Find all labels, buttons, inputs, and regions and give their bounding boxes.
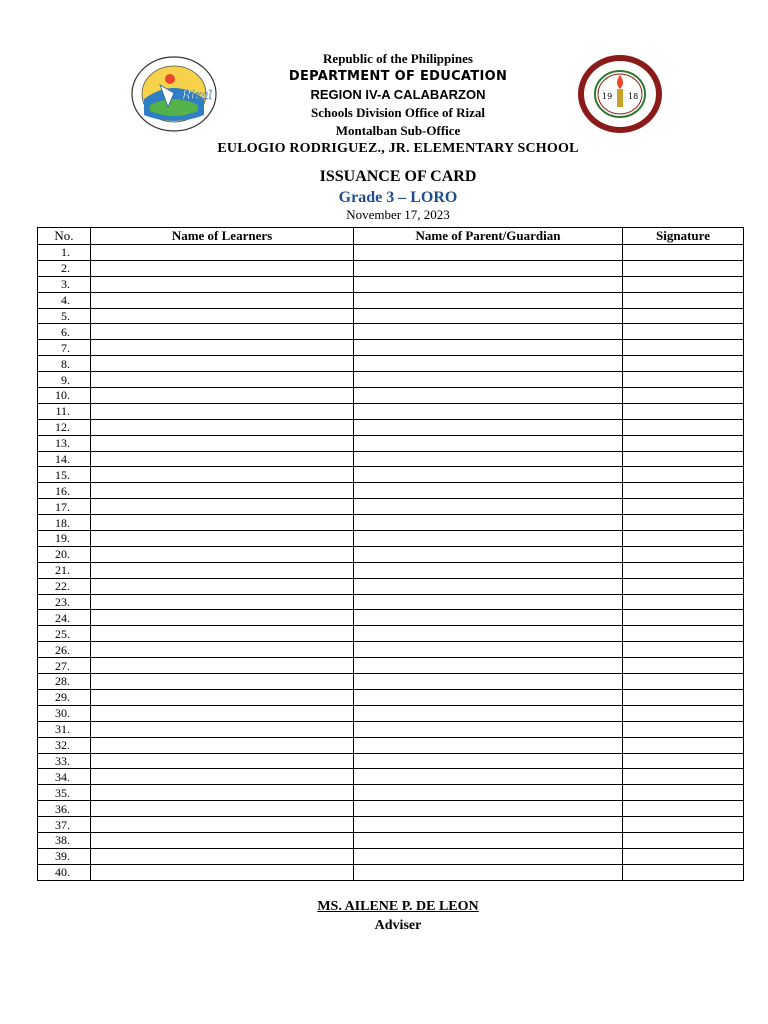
row-number: 7. [38,340,91,356]
table-row [38,785,744,801]
signature-cell[interactable] [623,546,744,562]
learner-name-cell[interactable] [91,419,354,435]
learner-name-cell[interactable] [91,769,354,785]
letterhead [0,50,768,158]
parent-name-cell[interactable] [354,388,623,404]
row-number: 23. [38,594,91,610]
signature-cell[interactable] [623,737,744,753]
table-row [38,817,744,833]
table-row [38,419,744,435]
parent-name-cell[interactable] [354,531,623,547]
signature-cell[interactable] [623,864,744,880]
row-number: 37. [38,817,91,833]
parent-name-cell[interactable] [354,467,623,483]
parent-name-cell[interactable] [354,769,623,785]
parent-name-cell[interactable] [354,753,623,769]
learner-name-cell[interactable] [91,260,354,276]
document-title: ISSUANCE OF CARD [319,168,477,185]
signature-cell[interactable] [623,403,744,419]
parent-name-cell[interactable] [354,245,623,261]
table-row [38,753,744,769]
table-row [38,372,744,388]
row-number: 18. [38,515,91,531]
row-number: 21. [38,562,91,578]
table-row [38,467,744,483]
row-number: 3. [38,276,91,292]
adviser-name: MS. AILENE P. DE LEON [317,899,479,914]
signature-cell[interactable] [623,419,744,435]
parent-name-cell[interactable] [354,642,623,658]
signature-cell[interactable] [623,610,744,626]
parent-name-cell[interactable] [354,737,623,753]
learner-name-cell[interactable] [91,658,354,674]
signature-cell[interactable] [623,705,744,721]
parent-name-cell[interactable] [354,276,623,292]
row-number: 2. [38,260,91,276]
parent-name-cell[interactable] [354,260,623,276]
signature-cell[interactable] [623,499,744,515]
signature-cell[interactable] [623,451,744,467]
signature-cell[interactable] [623,467,744,483]
learner-name-cell[interactable] [91,785,354,801]
signature-cell[interactable] [623,658,744,674]
row-number: 36. [38,801,91,817]
table-row [38,276,744,292]
parent-name-cell[interactable] [354,610,623,626]
learner-name-cell[interactable] [91,832,354,848]
table-row [38,515,744,531]
table-row [38,848,744,864]
row-number: 31. [38,721,91,737]
row-number: 40. [38,864,91,880]
signature-cell[interactable] [623,483,744,499]
parent-name-cell[interactable] [354,674,623,690]
signature-cell[interactable] [623,817,744,833]
parent-name-cell[interactable] [354,308,623,324]
row-number: 9. [38,372,91,388]
signature-cell[interactable] [623,562,744,578]
signature-cell[interactable] [623,292,744,308]
document-date: November 17, 2023 [346,207,450,222]
table-row [38,245,744,261]
parent-name-cell[interactable] [354,594,623,610]
issuance-table [37,227,744,881]
signature-cell[interactable] [623,356,744,372]
table-row [38,546,744,562]
parent-name-cell[interactable] [354,817,623,833]
republic-line: Republic of the Philippines [323,51,473,66]
table-row [38,594,744,610]
parent-name-cell[interactable] [354,562,623,578]
signature-cell[interactable] [623,769,744,785]
table-row [38,324,744,340]
signature-cell[interactable] [623,324,744,340]
learner-name-cell[interactable] [91,817,354,833]
learner-name-cell[interactable] [91,562,354,578]
row-number: 22. [38,578,91,594]
learner-name-cell[interactable] [91,356,354,372]
table-header-row [38,228,744,245]
row-number: 19. [38,531,91,547]
learner-name-cell[interactable] [91,324,354,340]
parent-name-cell[interactable] [354,626,623,642]
table-row [38,721,744,737]
table-row [38,403,744,419]
learner-name-cell[interactable] [91,531,354,547]
table-row [38,435,744,451]
table-row [38,578,744,594]
learner-name-cell[interactable] [91,594,354,610]
learner-name-cell[interactable] [91,276,354,292]
table-row [38,658,744,674]
learner-name-cell[interactable] [91,689,354,705]
sub-office-line: Montalban Sub-Office [335,123,461,138]
table-row [38,769,744,785]
parent-name-cell[interactable] [354,340,623,356]
learner-name-cell[interactable] [91,801,354,817]
signature-cell[interactable] [623,642,744,658]
table-row [38,356,744,372]
row-number: 13. [38,435,91,451]
row-number: 10. [38,388,91,404]
learner-name-cell[interactable] [91,435,354,451]
row-number: 33. [38,753,91,769]
row-number: 1. [38,245,91,261]
header-learners: Name of Learners [91,228,354,245]
seal-year-left: 19 [602,92,613,101]
table-row [38,801,744,817]
learner-name-cell[interactable] [91,848,354,864]
parent-name-cell[interactable] [354,785,623,801]
parent-name-cell[interactable] [354,848,623,864]
signature-cell[interactable] [623,531,744,547]
row-number: 6. [38,324,91,340]
learner-name-cell[interactable] [91,864,354,880]
row-number: 26. [38,642,91,658]
row-number: 5. [38,308,91,324]
table-row [38,531,744,547]
learner-name-cell[interactable] [91,515,354,531]
row-number: 17. [38,499,91,515]
signature-cell[interactable] [623,276,744,292]
learner-name-cell[interactable] [91,403,354,419]
parent-name-cell[interactable] [354,721,623,737]
parent-name-cell[interactable] [354,292,623,308]
signature-cell[interactable] [623,785,744,801]
seal-year-right: 18 [628,92,639,101]
signature-cell[interactable] [623,848,744,864]
row-number: 15. [38,467,91,483]
row-number: 8. [38,356,91,372]
row-number: 28. [38,674,91,690]
learner-name-cell[interactable] [91,340,354,356]
parent-name-cell[interactable] [354,658,623,674]
signature-cell[interactable] [623,245,744,261]
parent-name-cell[interactable] [354,515,623,531]
header-signature: Signature [623,228,744,245]
adviser-role: Adviser [374,918,422,933]
learner-name-cell[interactable] [91,705,354,721]
learner-name-cell[interactable] [91,483,354,499]
row-number: 20. [38,546,91,562]
parent-name-cell[interactable] [354,801,623,817]
table-row [38,292,744,308]
signature-cell[interactable] [623,260,744,276]
school-name: EULOGIO RODRIGUEZ., JR. ELEMENTARY SCHOOL [217,141,579,156]
table-row [38,562,744,578]
learner-name-cell[interactable] [91,388,354,404]
signature-cell[interactable] [623,689,744,705]
table-row [38,689,744,705]
signature-cell[interactable] [623,626,744,642]
table-row [38,340,744,356]
table-row [38,737,744,753]
signature-cell[interactable] [623,753,744,769]
learner-name-cell[interactable] [91,451,354,467]
row-number: 4. [38,292,91,308]
department-line: DEPARTMENT OF EDUCATION [288,69,508,84]
row-number: 12. [38,419,91,435]
learner-name-cell[interactable] [91,737,354,753]
grade-section: Grade 3 – LORO [338,189,458,206]
signature-cell[interactable] [623,801,744,817]
parent-name-cell[interactable] [354,483,623,499]
signature-cell[interactable] [623,578,744,594]
parent-name-cell[interactable] [354,864,623,880]
parent-name-cell[interactable] [354,499,623,515]
row-number: 24. [38,610,91,626]
signature-cell[interactable] [623,308,744,324]
signature-cell[interactable] [623,674,744,690]
table-row [38,483,744,499]
parent-name-cell[interactable] [354,705,623,721]
table-row [38,451,744,467]
learner-name-cell[interactable] [91,721,354,737]
table-row [38,499,744,515]
table-row [38,705,744,721]
signature-cell[interactable] [623,388,744,404]
parent-name-cell[interactable] [354,689,623,705]
learner-name-cell[interactable] [91,753,354,769]
row-number: 16. [38,483,91,499]
signature-cell[interactable] [623,435,744,451]
learner-name-cell[interactable] [91,308,354,324]
learner-name-cell[interactable] [91,642,354,658]
parent-name-cell[interactable] [354,324,623,340]
parent-name-cell[interactable] [354,356,623,372]
row-number: 29. [38,689,91,705]
signature-cell[interactable] [623,340,744,356]
learner-name-cell[interactable] [91,578,354,594]
parent-name-cell[interactable] [354,546,623,562]
learner-name-cell[interactable] [91,546,354,562]
region-line: REGION IV-A CALABARZON [310,87,486,102]
parent-name-cell[interactable] [354,403,623,419]
learner-name-cell[interactable] [91,245,354,261]
row-number: 30. [38,705,91,721]
learner-name-cell[interactable] [91,610,354,626]
header-parent: Name of Parent/Guardian [354,228,623,245]
signature-cell[interactable] [623,515,744,531]
parent-name-cell[interactable] [354,451,623,467]
table-row [38,642,744,658]
division-line: Schools Division Office of Rizal [310,105,486,120]
row-number: 25. [38,626,91,642]
learner-name-cell[interactable] [91,292,354,308]
table-row [38,308,744,324]
row-number: 39. [38,848,91,864]
row-number: 38. [38,832,91,848]
parent-name-cell[interactable] [354,578,623,594]
row-number: 32. [38,737,91,753]
table-row [38,832,744,848]
parent-name-cell[interactable] [354,832,623,848]
row-number: 35. [38,785,91,801]
signature-cell[interactable] [623,721,744,737]
table-row [38,388,744,404]
header-no: No. [38,228,91,245]
table-row [38,674,744,690]
row-number: 11. [38,403,91,419]
table-row [38,610,744,626]
parent-name-cell[interactable] [354,419,623,435]
row-number: 14. [38,451,91,467]
rizal-wordmark: Rizal [182,88,213,102]
signature-cell[interactable] [623,594,744,610]
parent-name-cell[interactable] [354,372,623,388]
learner-name-cell[interactable] [91,674,354,690]
parent-name-cell[interactable] [354,435,623,451]
table-body [38,245,744,881]
signature-cell[interactable] [623,832,744,848]
table-row [38,626,744,642]
row-number: 34. [38,769,91,785]
row-number: 27. [38,658,91,674]
learner-name-cell[interactable] [91,372,354,388]
learner-name-cell[interactable] [91,626,354,642]
signature-cell[interactable] [623,372,744,388]
table-row [38,260,744,276]
learner-name-cell[interactable] [91,499,354,515]
learner-name-cell[interactable] [91,467,354,483]
table-row [38,864,744,880]
